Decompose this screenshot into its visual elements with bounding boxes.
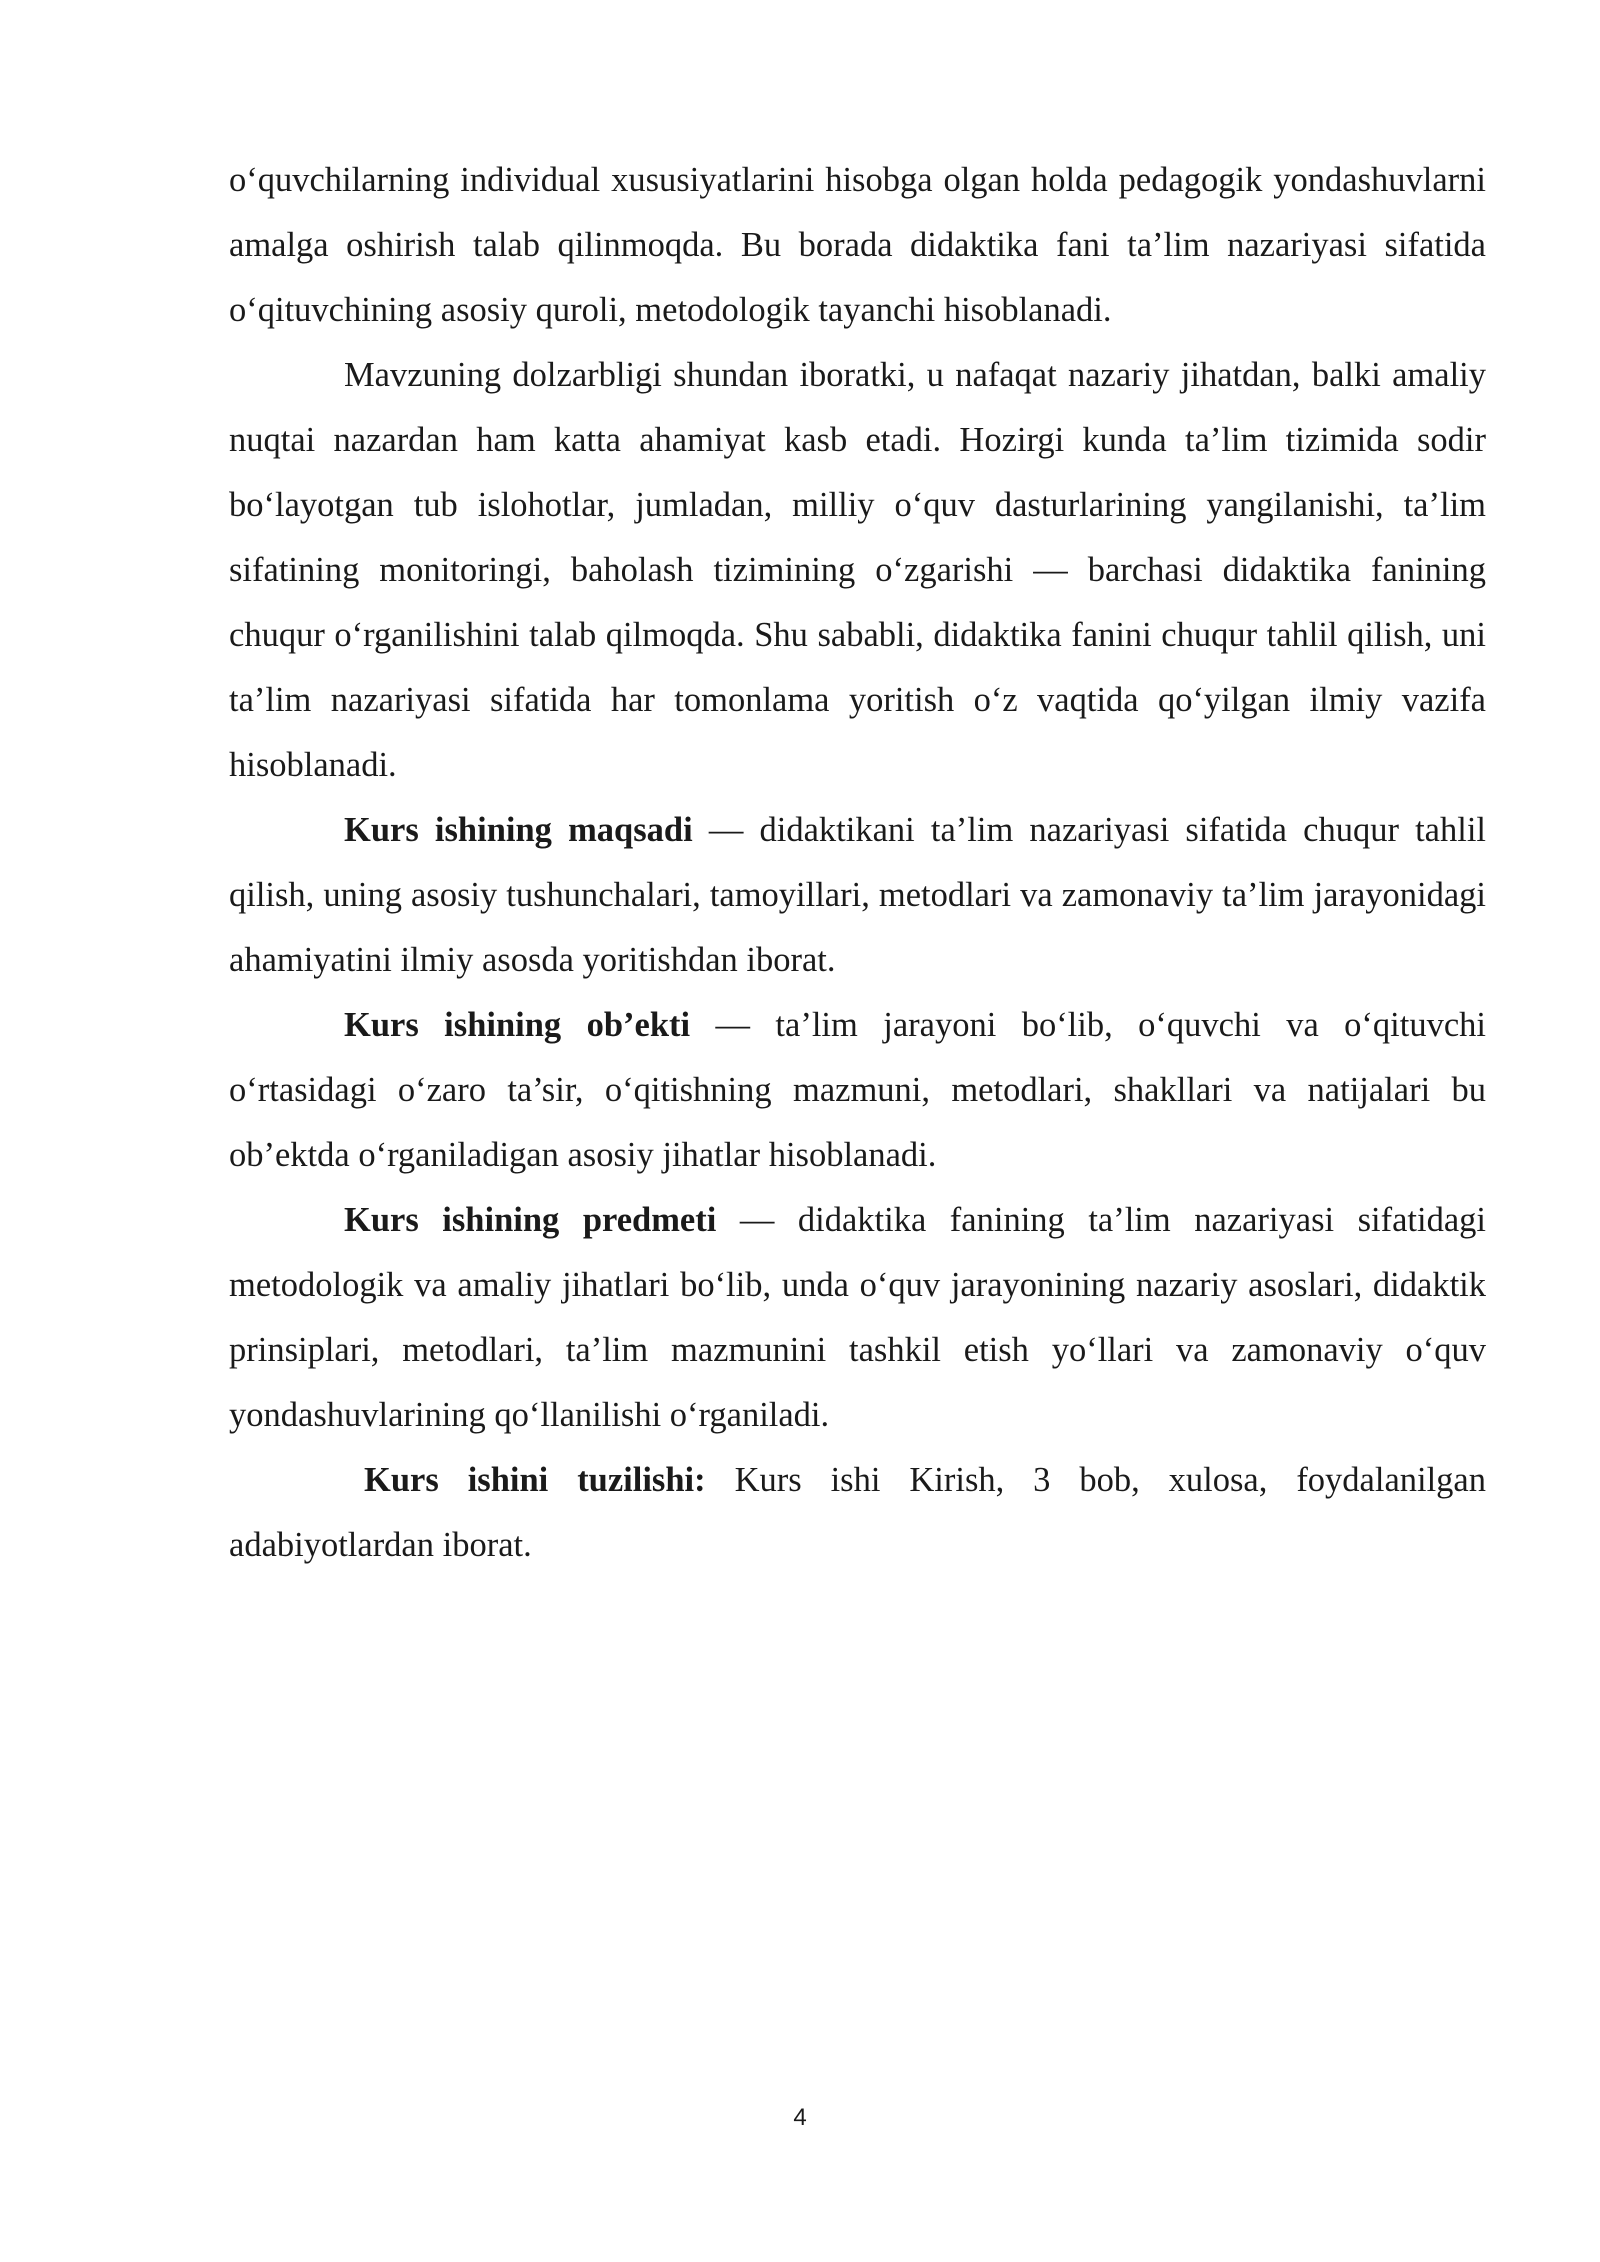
paragraph-lead: Kurs ishining maqsadi <box>344 811 693 849</box>
paragraph-lead: Kurs ishining ob’ekti <box>344 1006 691 1044</box>
paragraph-text: — didaktikani ta’lim nazariyasi sifatida chuqur tahlil qilish, uning asosiy tushunchalari, tamoyillari, metodlari va zamonaviy ta’lim jarayonidagi ahamiyatini ilmiy asosda yoritishdan iborat. <box>229 811 1486 979</box>
paragraph-text: — didaktika fanining ta’lim nazariyasi sifatidagi metodologik va amaliy jihatlari bo‘lib, unda o‘quv jarayonining nazariy asoslari, didaktik prinsiplari, metodlari, ta’lim mazmunini tashkil etish yo‘llari va zamonaviy o‘quv yondashuvlarining qo‘llanilishi o‘rganiladi. <box>229 1201 1486 1434</box>
paragraph-text: o‘quvchilarning individual xususiyatlarini hisobga olgan holda pedagogik yondashuvlarni amalga oshirish talab qilinmoqda. Bu borada didaktika fani ta’lim nazariyasi sifatida o‘qituvchining asosiy quroli, metodologik tayanchi hisoblanadi. <box>229 161 1486 329</box>
paragraph-object <box>229 993 1486 1188</box>
paragraph-structure <box>229 1448 1486 1578</box>
paragraph-subject <box>229 1188 1486 1448</box>
paragraph-text: Kurs ishi Kirish, 3 bob, xulosa, foydalanilgan adabiyotlardan iborat. <box>229 1461 1486 1564</box>
paragraph-goal <box>229 798 1486 993</box>
paragraph-relevance <box>229 343 1486 798</box>
paragraph-lead: Kurs ishini tuzilishi: <box>364 1461 706 1499</box>
paragraph-continuation <box>229 148 1486 343</box>
paragraph-lead: Kurs ishining predmeti <box>344 1201 717 1239</box>
paragraph-text: Mavzuning dolzarbligi shundan iboratki, u nafaqat nazariy jihatdan, balki amaliy nuqtai nazardan ham katta ahamiyat kasb etadi. Hozirgi kunda ta’lim tizimida sodir bo‘layotgan tub islohotlar, jumladan, milliy o‘quv dasturlarining yangilanishi, ta’lim sifatining monitoringi, baholash tizimining o‘zgarishi — barchasi didaktika fanining chuqur o‘rganilishini talab qilmoqda. Shu sababli, didaktika fanini chuqur tahlil qilish, uni ta’lim nazariyasi sifatida har tomonlama yoritish o‘z vaqtida qo‘yilgan ilmiy vazifa hisoblanadi. <box>229 356 1486 784</box>
paragraph-text: — ta’lim jarayoni bo‘lib, o‘quvchi va o‘qituvchi o‘rtasidagi o‘zaro ta’sir, o‘qitishning mazmuni, metodlari, shakllari va natijalari bu ob’ektda o‘rganiladigan asosiy jihatlar hisoblanadi. <box>229 1006 1486 1174</box>
page-number: 4 <box>793 2104 807 2131</box>
body-text <box>229 148 1486 1578</box>
